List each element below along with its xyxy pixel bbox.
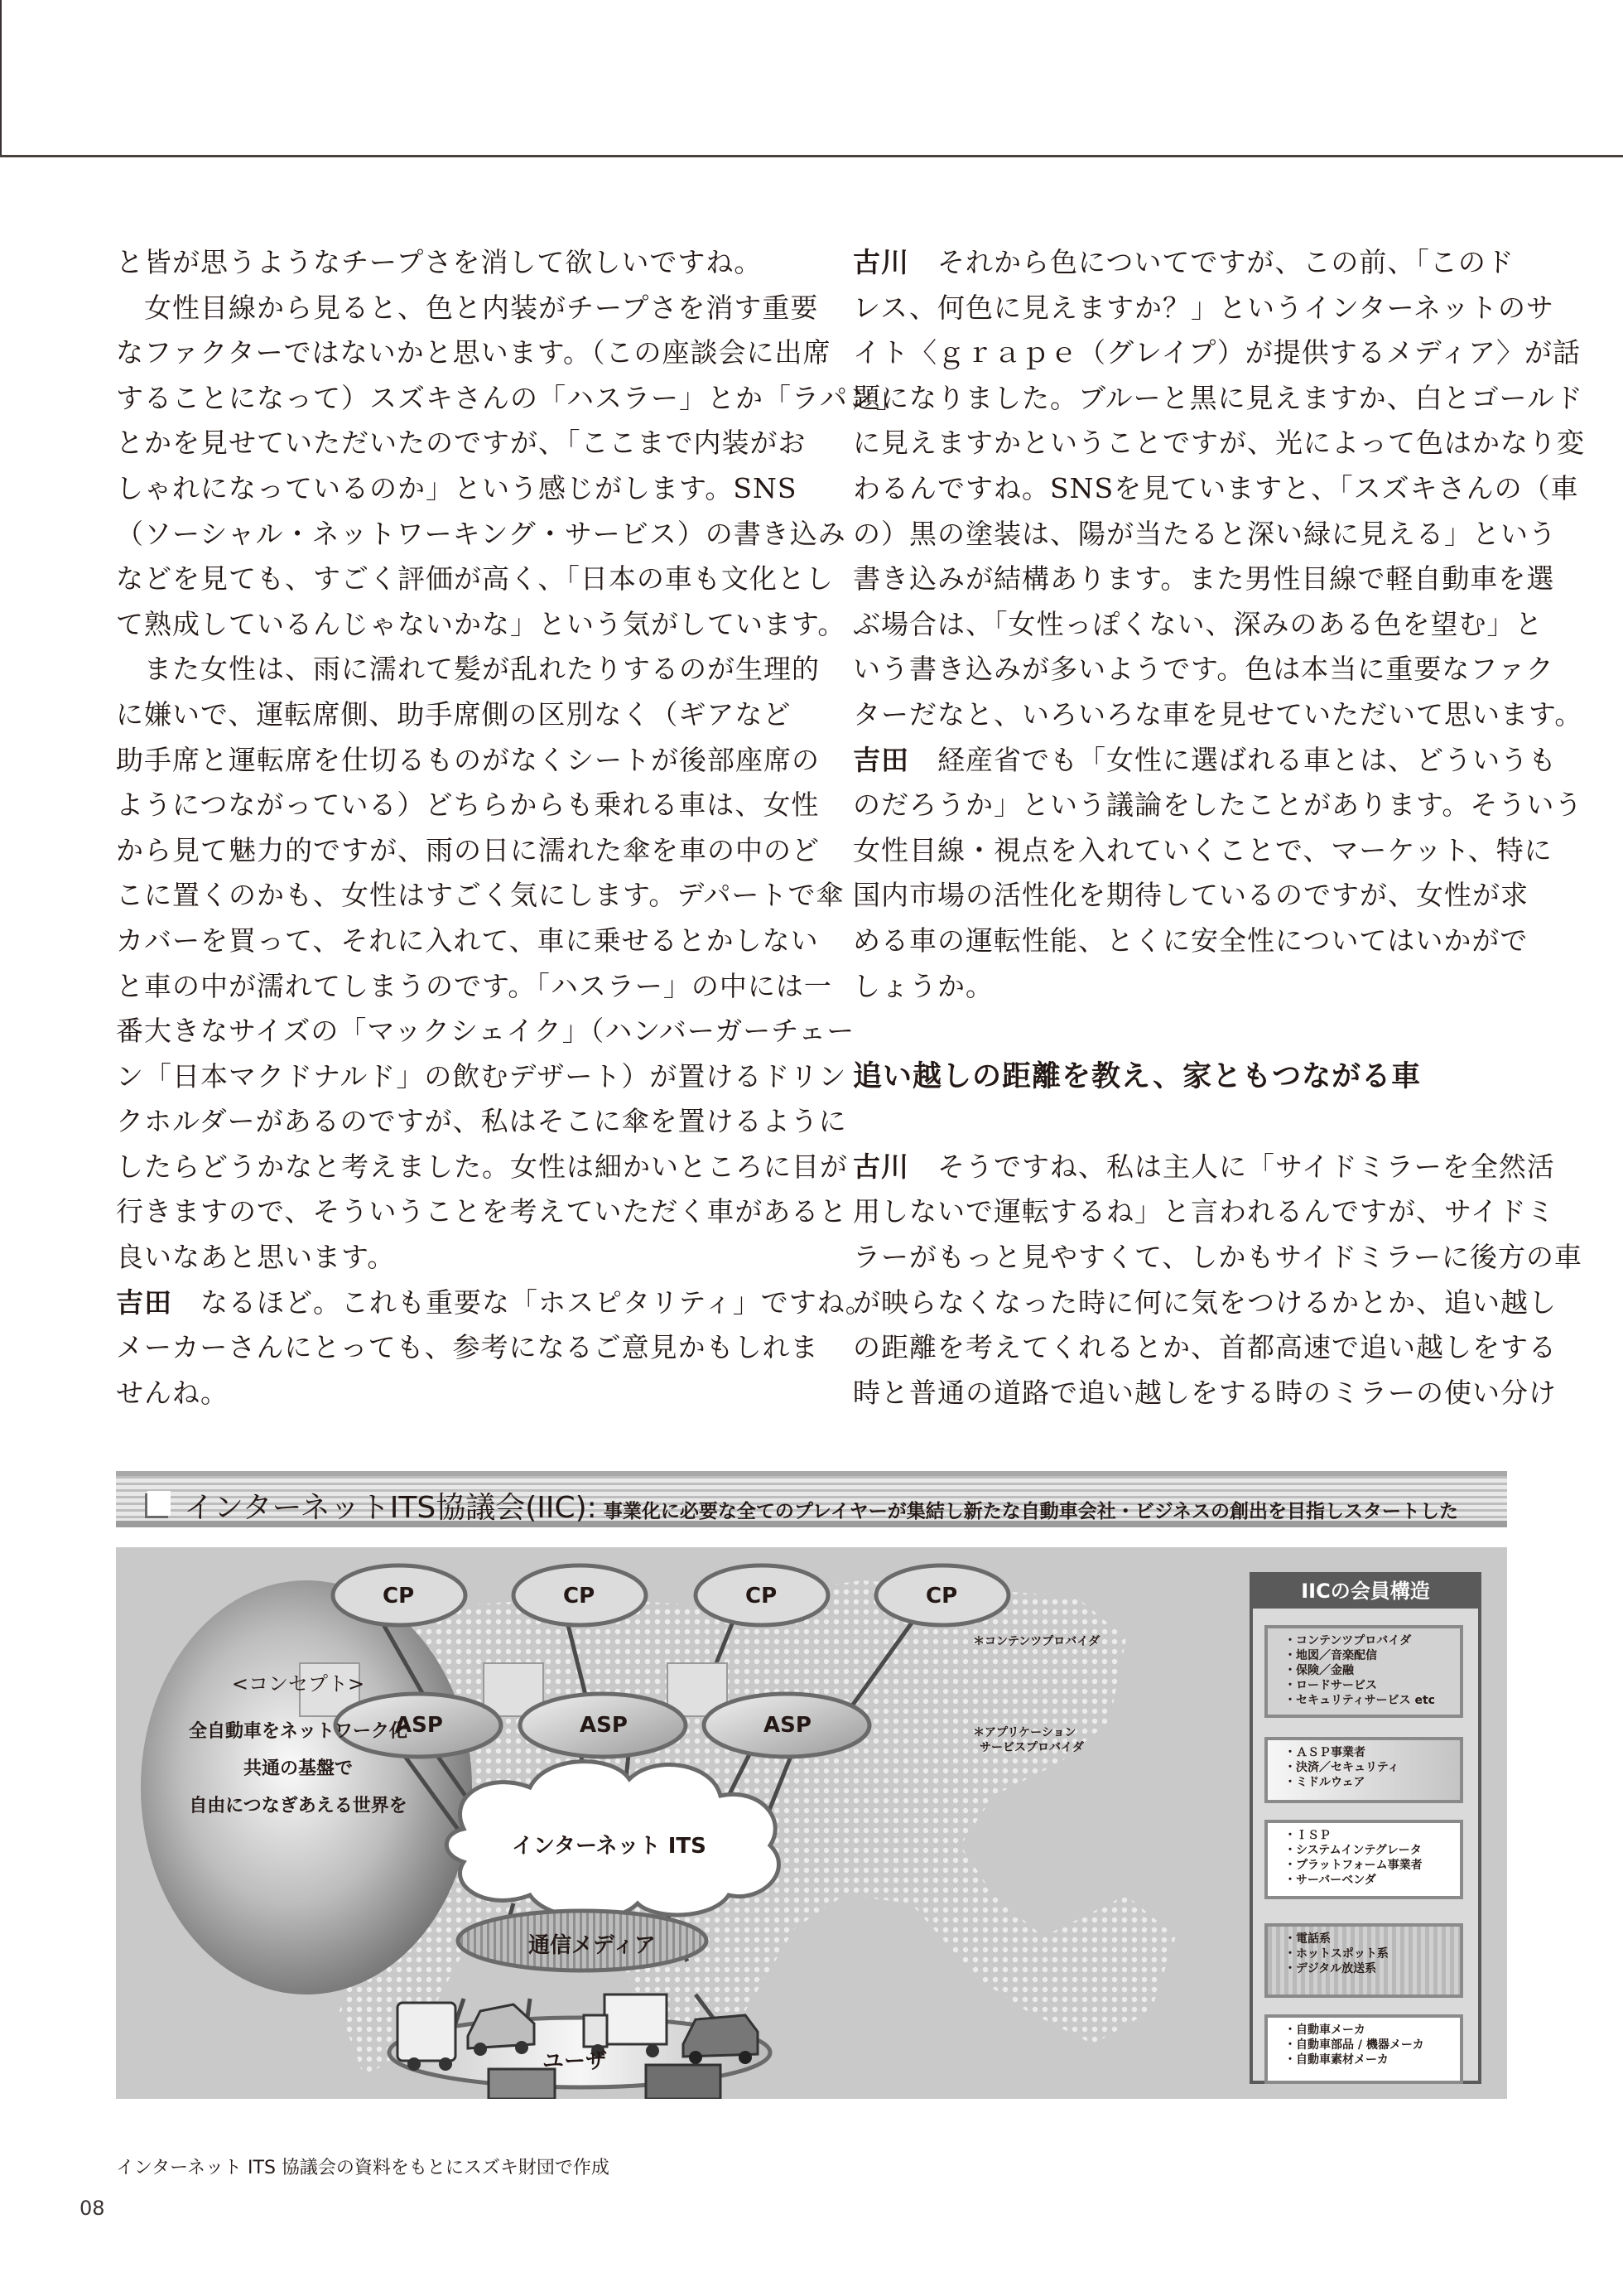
line-text: に嫌いで、運転席側、助手席側の区別なく（ギアなど: [116, 697, 792, 731]
text-line: [853, 964, 1507, 1010]
user-label: ユーザ: [542, 2049, 608, 2074]
member-group: [1264, 1923, 1463, 1998]
media-label: 通信メディア: [528, 1933, 656, 1958]
concept-title: <コンセプト>: [231, 1672, 365, 1695]
text-line: [116, 738, 820, 784]
speaker-name: 吉田: [116, 1285, 172, 1319]
line-text: て熟成しているんじゃないかな」という気がしています。: [116, 607, 846, 640]
text-line: [853, 466, 1579, 512]
line-text: 行きますので、そういうことを考えていただく車があると: [116, 1195, 848, 1228]
line-text: と皆が思うようなチープさを消して欲しいですね。: [116, 246, 763, 278]
member-item: ・ホットスポット系: [1284, 1947, 1389, 1961]
member-item: ・コンテンツプロバイダ: [1284, 1634, 1412, 1647]
member-item: ・サーバーベンダ: [1284, 1874, 1376, 1887]
line-text: いう書き込みが多いようです。色は本当に重要なファク: [853, 653, 1554, 686]
member-structure-title: IICの会員構造: [1253, 1575, 1478, 1609]
internet-its-label: インターネット ITS: [512, 1834, 706, 1859]
member-item: ・決済／セキュリティ: [1284, 1761, 1399, 1774]
line-text: 女性目線・視点を入れていくことで、マーケット、特に: [853, 833, 1553, 866]
line-text: ぶ場合は、「女性っぽくない、深みのある色を望む」と: [853, 607, 1544, 640]
text-line: [853, 1371, 1557, 1416]
text-line: [116, 919, 819, 964]
line-text: （ソーシャル・ネットワーキング・サービス）の書き込み: [116, 517, 846, 550]
figure-title-sub: 事業化に必要な全てのプレイヤーが集結し新たな自動車会社・ビジネスの創出を目指しスタートした: [603, 1501, 1459, 1522]
cp-node-label: CP: [383, 1584, 415, 1609]
line-text: 経産省でも「女性に選ばれる車とは、どういうも: [937, 743, 1557, 776]
square-bullet-icon: [147, 1491, 171, 1516]
line-text: メーカーさんにとっても、参考になるご意見かもしれま: [116, 1331, 819, 1364]
figure-title-band: [116, 1471, 1507, 1527]
line-text: することになって）スズキさんの「ハスラー」とか「ラパン」: [116, 381, 904, 414]
cp-footnote: ＊コンテンツプロバイダ: [973, 1635, 1100, 1648]
spacer: [853, 1099, 1507, 1145]
text-line: [116, 1281, 874, 1326]
asp-footnote-line: ＊アプリケーション: [973, 1726, 1076, 1739]
text-line: [853, 1235, 1583, 1281]
text-line: [116, 1009, 855, 1054]
speaker-name: 吉田: [853, 743, 909, 776]
line-text: イト〈ｇｒａｐｅ（グレイプ）が提供するメディア〉が話: [853, 336, 1582, 369]
text-line: [853, 1325, 1557, 1371]
text-line: [116, 466, 797, 512]
asp-footnote: [973, 1725, 1084, 1755]
text-line: [116, 602, 846, 648]
text-line: [116, 240, 770, 286]
text-line: [116, 557, 834, 602]
line-text: に見えますかということですが、光によって色はかなり変: [853, 427, 1585, 460]
text-line: [853, 376, 1584, 422]
spacer: [853, 1009, 1507, 1054]
member-group: [1264, 2014, 1463, 2084]
figure-title-main: インターネットITS協議会(IIC):: [184, 1491, 597, 1525]
member-item: ・保険／金融: [1284, 1664, 1354, 1677]
line-text: したらどうかなと考えました。女性は細かいところに目が: [116, 1150, 848, 1183]
text-line: [116, 512, 846, 557]
line-text: ン「日本マクドナルド」の飲むデザート）が置けるドリン: [116, 1059, 847, 1093]
asp-footnote-line: サービスプロバイダ: [980, 1741, 1084, 1754]
text-line: [853, 1189, 1555, 1235]
line-text: める車の運転性能、とくに安全性についてはいかがで: [853, 924, 1529, 957]
line-text: とかを見せていただいたのですが、「ここまで内装がお: [116, 427, 807, 460]
line-text: 書き込みが結構あります。また男性目線で軽自動車を選: [853, 562, 1555, 596]
line-text: しょうか。: [853, 969, 994, 1002]
text-line: [116, 1325, 819, 1371]
line-text: なファクターではないかと思います。（この座談会に出席: [116, 336, 831, 369]
text-line: [853, 286, 1555, 331]
page-number: 08: [79, 2197, 105, 2220]
member-group: [1264, 1737, 1463, 1803]
text-line: [116, 1099, 847, 1145]
line-text: ターだなと、いろいろな車を見せていただいて思います。: [853, 697, 1583, 731]
page-frame-left: [0, 0, 2, 156]
concept-line: 共通の基盤で: [243, 1758, 353, 1779]
member-structure-panel: [1250, 1572, 1481, 2084]
figure-caption: インターネット ITS 協議会の資料をもとにスズキ財団で作成: [116, 2158, 609, 2178]
line-text: から見て魅力的ですが、雨の日に濡れた傘を車の中のど: [116, 833, 820, 866]
member-item: ・ＩＳＰ: [1284, 1829, 1331, 1842]
member-item: ・プラットフォーム事業者: [1284, 1859, 1423, 1872]
text-line: [116, 1145, 848, 1190]
line-text: ラーがもっと見やすくて、しかもサイドミラーに後方の車: [853, 1241, 1583, 1274]
text-line: [116, 376, 904, 422]
concept-line: 全自動車をネットワーク化: [188, 1721, 407, 1742]
text-line: [853, 692, 1583, 738]
line-text: ようにつながっている）どちらからも乗れる車は、女性: [116, 789, 820, 822]
member-item: ・ＡＳＰ事業者: [1284, 1746, 1365, 1759]
text-line: [853, 1145, 1555, 1190]
member-item: ・ミドルウェア: [1284, 1776, 1365, 1789]
member-item: ・ロードサービス: [1284, 1679, 1377, 1692]
cp-node-label: CP: [926, 1584, 958, 1609]
text-line: [116, 873, 845, 919]
asp-node-label: ASP: [395, 1713, 443, 1738]
line-text: そうですね、私は主人に「サイドミラーを全然活: [937, 1150, 1555, 1183]
cp-node-label: CP: [745, 1584, 778, 1609]
line-text: の距離を考えてくれるとか、首都高速で追い越しをする: [853, 1331, 1557, 1364]
line-text: わるんですね。SNSを見ていますと、「スズキさんの（車: [853, 471, 1579, 504]
asp-node-label: ASP: [763, 1713, 812, 1738]
text-line: [116, 1189, 848, 1235]
member-item: ・自動車素材メーカ: [1284, 2053, 1389, 2067]
concept-line: 自由につなぎあえる世界を: [189, 1796, 407, 1816]
text-line: [853, 873, 1529, 919]
line-text: などを見ても、すごく評価が高く、「日本の車も文化とし: [116, 562, 834, 596]
ambulance-icon: [397, 2003, 455, 2071]
text-line: [116, 286, 819, 331]
text-line: [853, 783, 1583, 828]
text-line: [853, 557, 1555, 602]
line-text: なるほど。これも重要な「ホスピタリティ」ですね。: [200, 1285, 874, 1319]
member-item: ・自動車メーカ: [1284, 2023, 1365, 2037]
line-text: 番大きなサイズの「マックシェイク」（ハンバーガーチェー: [116, 1015, 855, 1048]
text-line: [116, 330, 831, 376]
speaker-name: 古川: [853, 246, 909, 278]
text-line: [116, 421, 807, 466]
line-text: レス、何色に見えますか？」というインターネットのサ: [853, 291, 1555, 324]
line-text: また女性は、雨に濡れて髪が乱れたりするのが生理的: [116, 653, 820, 686]
line-text: の）黒の塗装は、陽が当たると深い緑に見える」という: [853, 517, 1557, 550]
line-text: 女性目線から見ると、色と内装がチープさを消す重要: [116, 291, 819, 324]
concept-sphere: [141, 1580, 472, 1995]
text-line: [853, 1281, 1557, 1326]
line-text: それから色についてですが、この前、「このド: [937, 246, 1515, 278]
iic-diagram: [116, 1547, 1507, 2099]
line-text: が映らなくなった時に何に気をつけるかとか、追い越し: [853, 1285, 1557, 1319]
member-item: ・システムインテグレータ: [1284, 1844, 1422, 1857]
line-text: のだろうか」という議論をしたことがあります。そういう: [853, 789, 1583, 822]
text-line: [853, 647, 1554, 692]
bus-icon: [646, 2065, 720, 2099]
text-line: [116, 783, 820, 828]
section-heading: 追い越しの距離を教え、家ともつながる車: [853, 1059, 1422, 1093]
line-text: せんね。: [116, 1376, 229, 1409]
text-line: [116, 692, 792, 738]
line-text: しゃれになっているのか」という感じがします。SNS: [116, 471, 797, 504]
figure-title: [184, 1484, 1458, 1527]
asp-node-label: ASP: [580, 1713, 628, 1738]
member-item: ・地図／音楽配信: [1284, 1649, 1377, 1662]
line-text: 良いなあと思います。: [116, 1241, 396, 1274]
text-line: [853, 919, 1529, 964]
line-text: クホルダーがあるのですが、私はそこに傘を置けるように: [116, 1105, 847, 1138]
text-line: [853, 738, 1557, 784]
text-line: [116, 964, 832, 1010]
text-line: [116, 828, 820, 874]
article-right-column: [853, 240, 1585, 1416]
member-group: [1264, 1820, 1463, 1899]
line-text: と車の中が濡れてしまうのです。「ハスラー」の中には一: [116, 969, 832, 1002]
text-line: [853, 421, 1585, 466]
member-item: ・自動車部品 / 機器メーカ: [1284, 2038, 1424, 2052]
line-text: 時と普通の道路で追い越しをする時のミラーの使い分け: [853, 1376, 1557, 1409]
text-line: [116, 1054, 847, 1100]
member-item: ・電話系: [1284, 1932, 1331, 1946]
line-text: 国内市場の活性化を期待しているのですが、女性が求: [853, 879, 1529, 912]
text-line: [853, 512, 1557, 557]
text-line: [853, 330, 1582, 376]
speaker-name: 古川: [853, 1150, 909, 1183]
member-item: ・デジタル放送系: [1284, 1962, 1377, 1975]
text-line: [853, 240, 1515, 286]
line-text: 用しないで運転するね」と言われるんですが、サイドミ: [853, 1195, 1555, 1228]
line-text: こに置くのかも、女性はすごく気にします。デパートで傘: [116, 879, 845, 912]
line-text: 助手席と運転席を仕切るものがなくシートが後部座席の: [116, 743, 820, 776]
text-line: [853, 828, 1553, 874]
text-line: [116, 647, 820, 692]
line-text: 題になりました。ブルーと黒に見えますか、白とゴールド: [853, 381, 1584, 414]
member-group: [1264, 1625, 1463, 1718]
header-rule: [0, 155, 1623, 157]
text-line: [116, 1371, 770, 1416]
text-line: [116, 1235, 770, 1281]
member-item: ・セキュリティサービス etc: [1284, 1694, 1435, 1707]
text-line: [853, 602, 1544, 648]
line-text: カバーを買って、それに入れて、車に乗せるとかしない: [116, 924, 819, 957]
cp-node-label: CP: [563, 1584, 595, 1609]
